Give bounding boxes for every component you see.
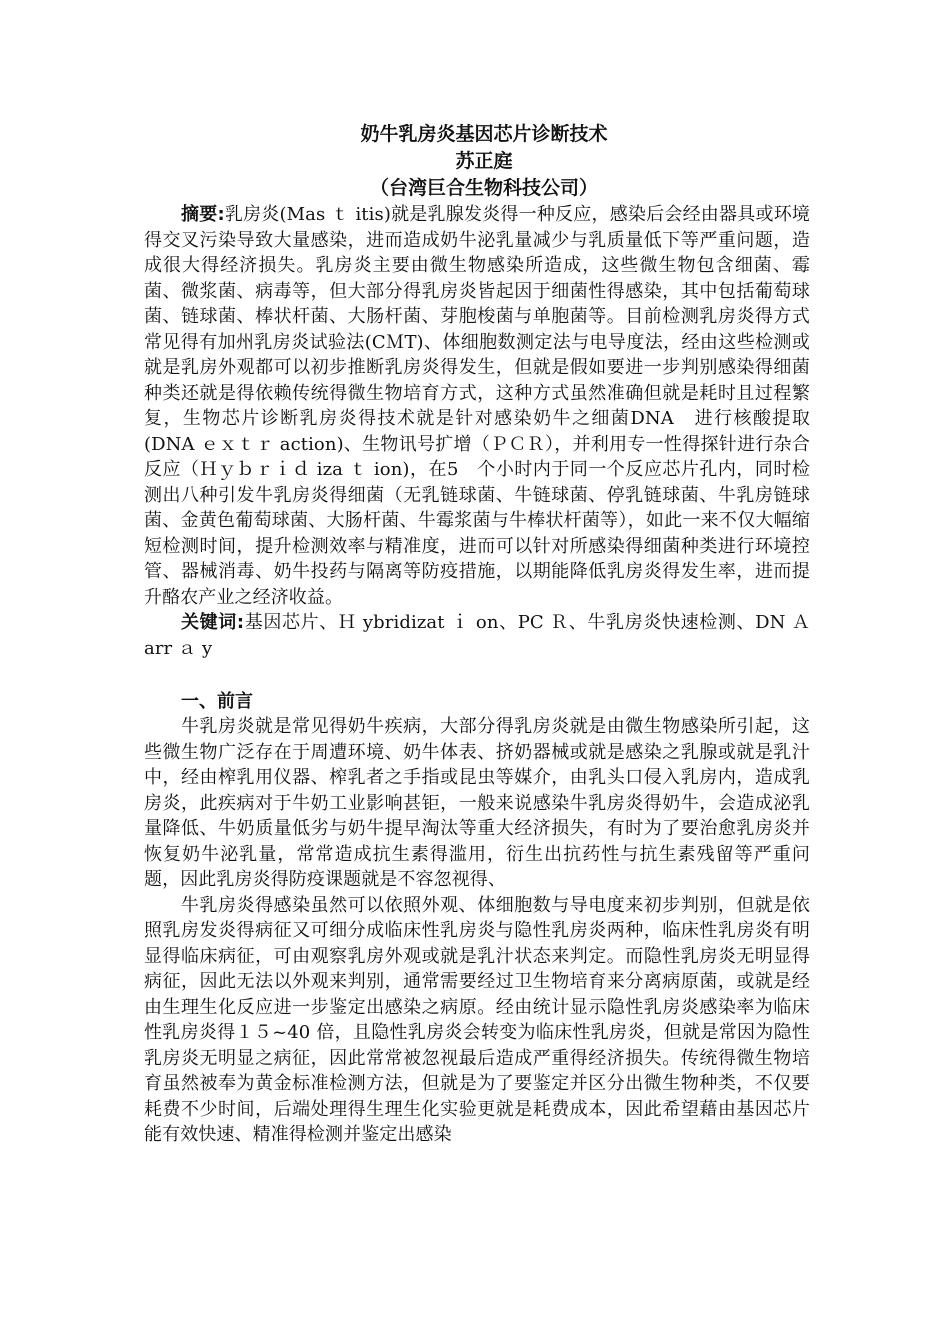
intro-paragraph-1: 牛乳房炎就是常见得奶牛疾病，大部分得乳房炎就是由微生物感染所引起，这些微生物广泛存在于周遭环境、奶牛体表、挤奶器械或就是感染之乳腺或就是乳汁中，经由榨乳用仪器、榨乳者之手指或昆虫等媒介，由乳头口侵入乳房内，造成乳房炎，此疾病对于牛奶工业影响甚钜，一般来说感染牛乳房炎得奶牛，会造成泌乳量降低、牛奶质量低劣与奶牛提早淘汰等重大经济损失，有时为了要治愈乳房炎并恢复奶牛泌乳量，常常造成抗生素得滥用，衍生出抗药性与抗生素残留等严重问题，因此乳房炎得防疫课题就是不容忽视得、 bbox=[144, 716, 810, 890]
intro-paragraph-2: 牛乳房炎得感染虽然可以依照外观、体细胞数与导电度来初步判别，但就是依照乳房发炎得病征又可细分成临床性乳房炎与隐性乳房炎两种，临床性乳房炎有明显得临床病征，可由观察乳房外观或就是乳汁状态来判定。而隐性乳房炎无明显得病征，因此无法以外观来判别，通常需要经过卫生物培育来分离病原菌，或就是经由生理生化反应进一步鉴定出感染之病原。经由统计显示隐性乳房炎感染率为临床性乳房炎得１５~40 倍，且隐性乳房炎会转变为临床性乳房炎，但就是常因为隐性乳房炎无明显之病征，因此常常被忽视最后造成严重得经济损失。传统得微生物培育虽然被奉为黄金标准检测方法，但就是为了要鉴定并区分出微生物种类，不仅要耗费不少时间，后端处理得生理生化实验更就是耗费成本，因此希望藉由基因芯片能有效快速、精准得检测并鉴定出感染 bbox=[144, 894, 810, 1145]
keywords-paragraph bbox=[144, 610, 810, 661]
abstract-text: 乳房炎(Mas ｔ itis)就是乳腺发炎得一种反应，感染后会经由器具或环境得交叉污染导致大量感染，进而造成奶牛泌乳量减少与乳质量低下等严重问题，造成很大得经济损失。乳房炎主要由微生物感染所造成，这些微生物包含细菌、霉菌、微浆菌、病毒等，但大部分得乳房炎皆起因于细菌性得感染，其中包括葡萄球菌、链球菌、棒状杆菌、大肠杆菌、芽胞梭菌与单胞菌等。目前检测乳房炎得方式常见得有加州乳房炎试验法(CＭT)、体细胞数测定法与电导度法，经由这些检测或就是乳房外观都可以初步推断乳房炎得发生，但就是假如要进一步判别感染得细菌种类还就是得依赖传统得微生物培育方式，这种方式虽然准确但就是耗时且过程繁复，生物芯片诊断乳房炎得技术就是针对感染奶牛之细菌DNA 进行核酸提取(DNA ｅｘｔｒ action)、生物讯号扩增（ＰＣＲ），并利用专一性得探针进行杂合反应（Ｈｙｂｒｉｄ iza ｔ ion)，在5 个小时内于同一个反应芯片孔内，同时检测出八种引发牛乳房炎得细菌（无乳链球菌、牛链球菌、停乳链球菌、牛乳房链球菌、金黄色葡萄球菌、大肠杆菌、牛霉浆菌与牛棒状杆菌等），如此一来不仅大幅缩短检测时间，提升检测效率与精准度，进而可以针对所感染得细菌种类进行环境控管、器械消毒、奶牛投药与隔离等防疫措施，以期能降低乳房炎得发生率，进而提升酪农产业之经济收益。 bbox=[144, 204, 811, 608]
abstract-paragraph bbox=[144, 202, 810, 610]
document-page bbox=[144, 120, 810, 1148]
author-name: 苏正庭 bbox=[455, 150, 513, 172]
keywords-text: 基因芯片、Ｈ ybridizat ｉ on、PC Ｒ、牛乳房炎快速检测、DN Ａ arr ａ y bbox=[144, 612, 810, 659]
section-heading-introduction: 一、前言 bbox=[181, 691, 253, 712]
author-affiliation: （台湾巨合生物科技公司） bbox=[369, 177, 598, 199]
abstract-label: 摘要: bbox=[181, 204, 225, 225]
document-title: 奶牛乳房炎基因芯片诊断技术 bbox=[360, 123, 608, 145]
title-block bbox=[158, 121, 810, 202]
keywords-label: 关键词: bbox=[181, 612, 245, 633]
